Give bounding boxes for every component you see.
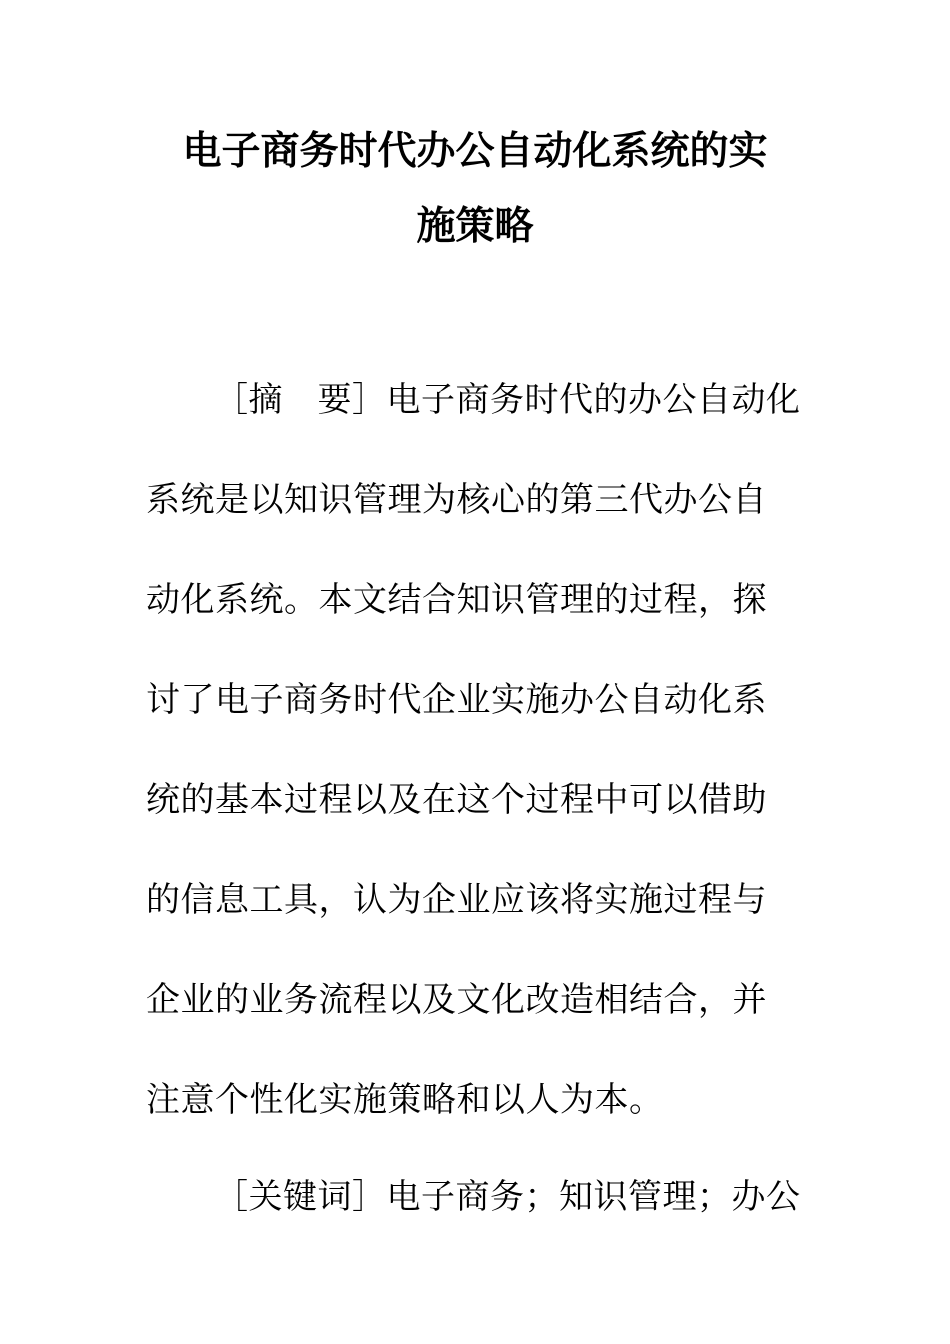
- abstract-line: 讨了电子商务时代企业实施办公自动化系: [146, 680, 767, 720]
- abstract-line: 动化系统。本文结合知识管理的过程，探: [146, 580, 767, 620]
- keywords-line: ［关键词］电子商务；知识管理；办公: [214, 1177, 801, 1217]
- abstract-line: 统的基本过程以及在这个过程中可以借助: [146, 780, 767, 820]
- abstract-line: 注意个性化实施策略和以人为本。: [146, 1080, 664, 1120]
- abstract-line: 系统是以知识管理为核心的第三代办公自: [146, 480, 767, 520]
- document-title-line-2: 施策略: [416, 204, 534, 249]
- abstract-line: ［摘 要］电子商务时代的办公自动化: [214, 380, 801, 420]
- abstract-line: 的信息工具，认为企业应该将实施过程与: [146, 880, 767, 920]
- document-title-line-1: 电子商务时代办公自动化系统的实: [182, 129, 768, 174]
- abstract-line: 企业的业务流程以及文化改造相结合，并: [146, 980, 767, 1020]
